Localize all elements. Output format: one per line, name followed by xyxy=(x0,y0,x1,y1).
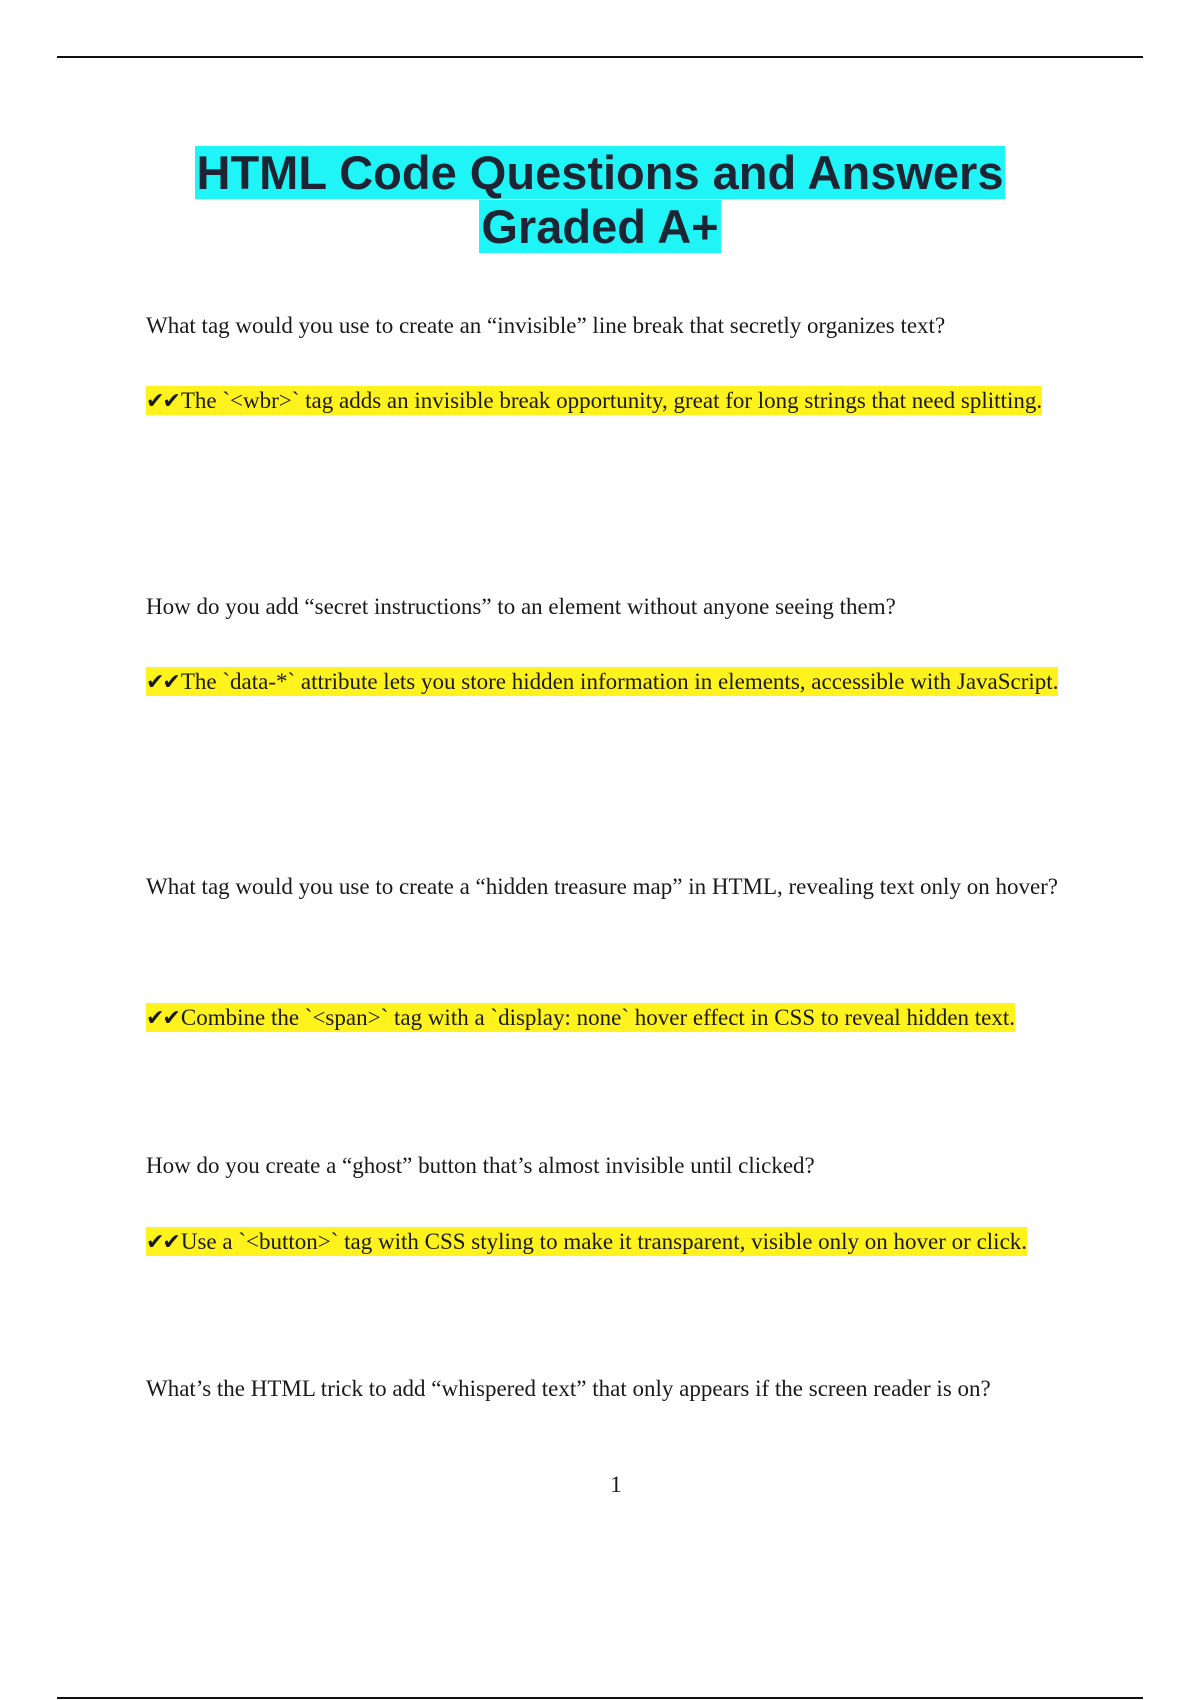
answer-2-text: The `data-*` attribute lets you store hidden information in elements, accessible with JavaScript. xyxy=(180,669,1059,694)
answer-1-text: The `<wbr>` tag adds an invisible break opportunity, great for long strings that need splitting. xyxy=(180,388,1043,413)
question-4: How do you create a “ghost” button that’s almost invisible until clicked? xyxy=(146,1153,815,1178)
answer-1 xyxy=(146,371,1086,432)
footer-rule xyxy=(57,1697,1143,1699)
header-rule xyxy=(57,56,1143,58)
checkmark-icon: ✔✔ xyxy=(146,670,179,695)
question-2: How do you add “secret instructions” to an element without anyone seeing them? xyxy=(146,594,896,619)
question-3: What tag would you use to create a “hidden treasure map” in HTML, revealing text only on hover? xyxy=(146,874,1059,899)
document-title xyxy=(0,146,1200,254)
question-5: What’s the HTML trick to add “whispered text” that only appears if the screen reader is on? xyxy=(146,1376,991,1401)
page-number: 1 xyxy=(610,1472,622,1497)
answer-2 xyxy=(146,652,1086,713)
checkmark-icon: ✔✔ xyxy=(146,1006,179,1031)
answer-3 xyxy=(146,988,1086,1049)
question-1: What tag would you use to create an “invisible” line break that secretly organizes text? xyxy=(146,313,946,338)
answer-3-text: Combine the `<span>` tag with a `display: none` hover effect in CSS to reveal hidden text. xyxy=(180,1005,1016,1030)
checkmark-icon: ✔✔ xyxy=(146,389,179,414)
title-line-1: HTML Code Questions and Answers xyxy=(196,146,1004,199)
title-line-2: Graded A+ xyxy=(481,200,719,253)
answer-4-text: Use a `<button>` tag with CSS styling to make it transparent, visible only on hover or click. xyxy=(180,1229,1028,1254)
checkmark-icon: ✔✔ xyxy=(146,1230,179,1255)
answer-4 xyxy=(146,1212,1086,1273)
